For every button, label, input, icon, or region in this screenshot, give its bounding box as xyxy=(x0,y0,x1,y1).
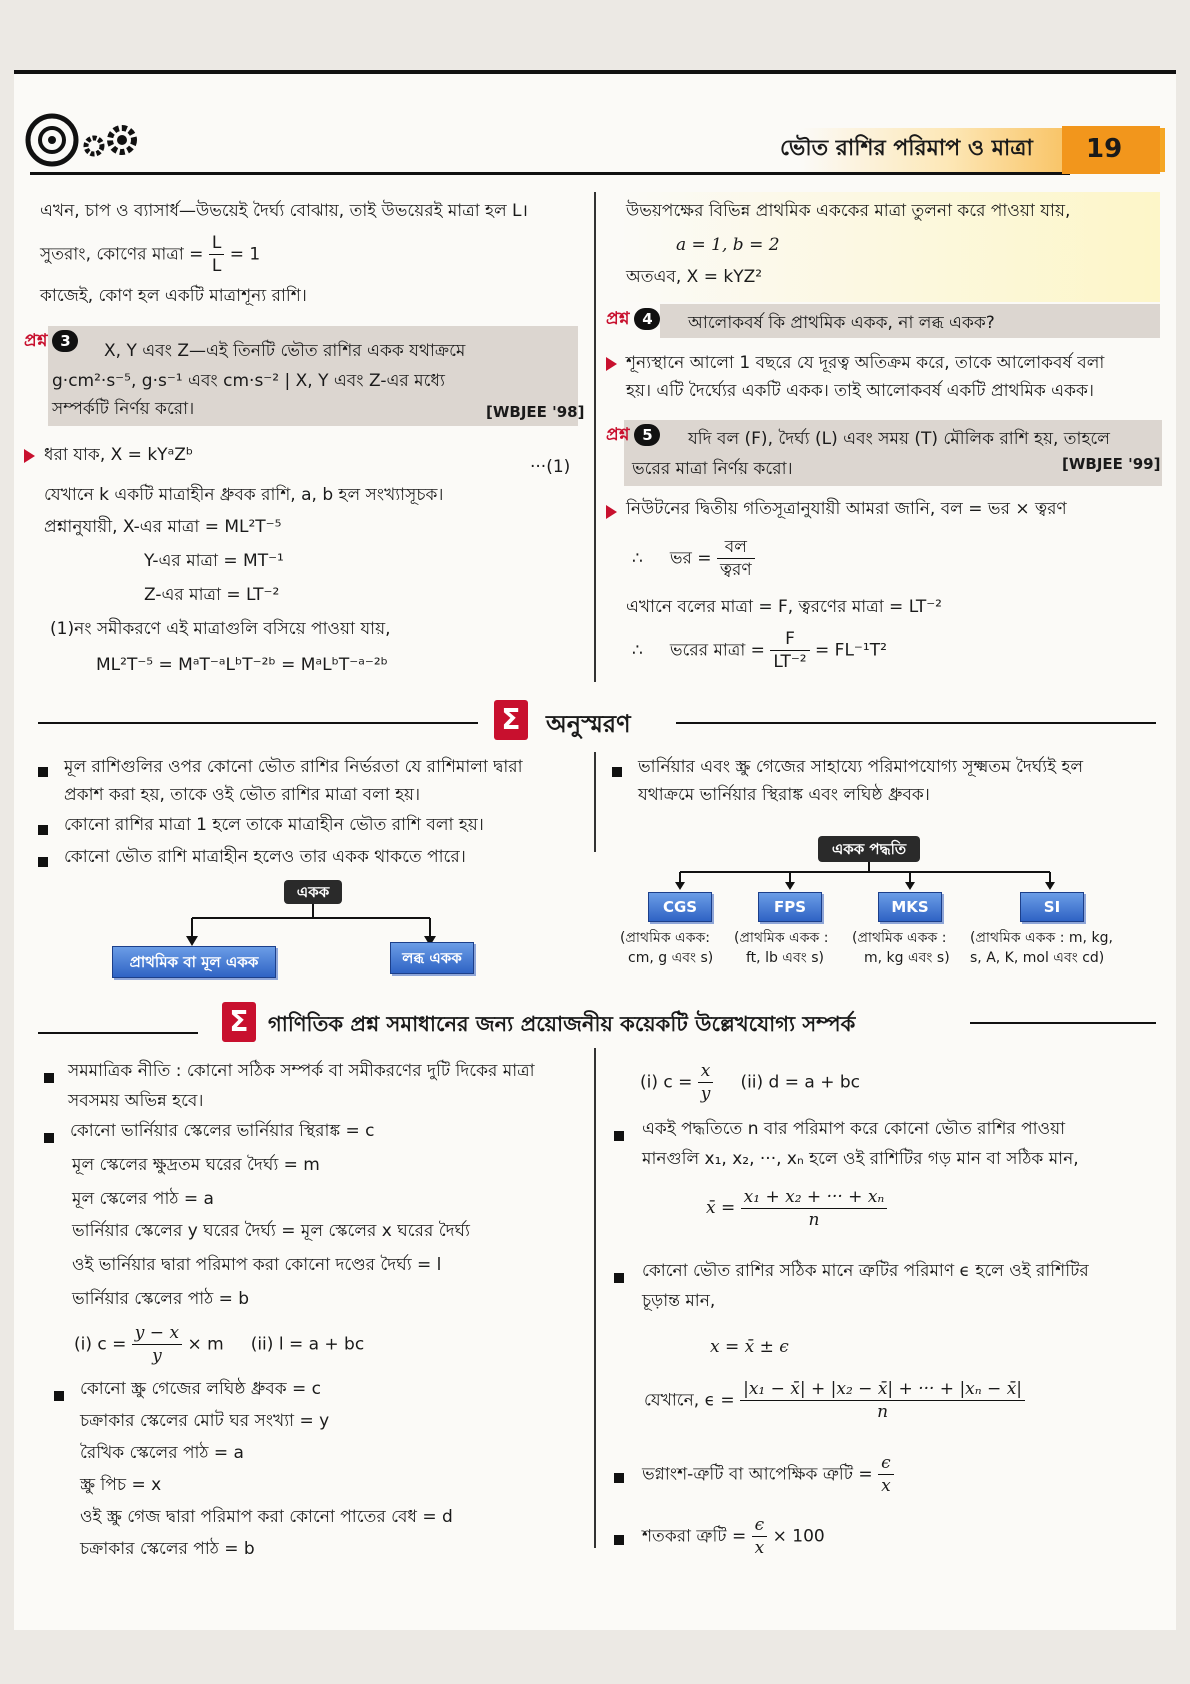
math-text: ওই স্ক্রু গেজ দ্বারা পরিমাপ করা কোনো পাতের বেধ = d xyxy=(80,1507,453,1527)
screw-gauge-formulas xyxy=(640,1060,860,1105)
math-text: মূল স্কেলের ক্ষুদ্রতম ঘরের দৈর্ঘ্য = m xyxy=(72,1155,320,1175)
answer-arrow xyxy=(24,448,35,467)
text: (ii) l = a + bc xyxy=(250,1334,365,1355)
answer-text: Z-এর মাত্রা = LT⁻² xyxy=(144,585,280,605)
numerator: ϵ xyxy=(878,1452,894,1475)
recap-text: কোনো রাশির মাত্রা 1 হলে তাকে মাত্রাহীন ভৌত রাশি বলা হয়। xyxy=(64,815,484,835)
unit-tree-derived: লব্ধ একক xyxy=(390,942,474,974)
bullet xyxy=(38,762,48,781)
column-divider-recap xyxy=(594,752,596,852)
system-tree-connectors xyxy=(660,862,1080,892)
bullet-icon xyxy=(614,1273,624,1283)
answer-text: ধরা যাক, X = kYᵃZᵇ xyxy=(44,445,194,465)
text: শতকরা ত্রুটি = xyxy=(642,1526,747,1547)
fraction xyxy=(878,1452,894,1497)
bullet xyxy=(614,1530,624,1549)
answer-text: শূন্যস্থানে আলো 1 বছরে যে দূরত্ব অতিক্রম করে, তাকে আলোকবর্ষ বলা xyxy=(626,353,1105,373)
numerator: |x₁ − x̄| + |x₂ − x̄| + ··· + |xₙ − x̄| xyxy=(740,1378,1025,1401)
question-number: 5 xyxy=(634,424,660,446)
equation: অতএব, X = kYZ² xyxy=(626,267,763,287)
numerator: F xyxy=(770,628,809,651)
text: (i) c = xyxy=(640,1072,693,1093)
math-text: চক্রাকার স্কেলের মোট ঘর সংখ্যা = y xyxy=(80,1411,330,1431)
fraction xyxy=(740,1378,1025,1423)
answer-arrow xyxy=(606,504,617,523)
text: = 1 xyxy=(229,244,261,265)
sigma-icon: Σ xyxy=(222,1002,256,1042)
numerator: y − x xyxy=(132,1322,182,1345)
desc-line: (প্রাথমিক একক : xyxy=(852,930,947,946)
arrow-icon xyxy=(606,505,617,519)
unit-tree-primary: প্রাথমিক বা মূল একক xyxy=(112,946,276,978)
unit-tree-connectors xyxy=(180,904,440,946)
fraction xyxy=(209,232,224,277)
denominator: L xyxy=(211,256,222,276)
text: = FL⁻¹T² xyxy=(815,640,887,661)
text: × m xyxy=(187,1334,224,1355)
system-si-desc xyxy=(970,928,1113,968)
answer-text: হয়। এটি দৈর্ঘ্যের একটি একক। তাই আলোকবর্ষ একটি প্রাথমিক একক। xyxy=(626,381,1094,401)
exam-tag: [WBJEE '99] xyxy=(1062,455,1161,473)
question-4-header xyxy=(606,306,660,334)
exam-tag: [WBJEE '98] xyxy=(486,403,585,421)
bullet-icon xyxy=(614,1131,624,1141)
vernier-formulas xyxy=(74,1322,364,1367)
bullet xyxy=(38,852,48,871)
answer-equation: ML²T⁻⁵ = MᵃT⁻ᵃLᵇT⁻²ᵇ = MᵃLᵇT⁻ᵃ⁻²ᵇ xyxy=(96,655,388,675)
math-text: ভার্নিয়ার স্কেলের পাঠ = b xyxy=(72,1289,250,1309)
math-text: চক্রাকার স্কেলের পাঠ = b xyxy=(80,1539,255,1559)
denominator: n xyxy=(877,1402,889,1422)
logo xyxy=(24,112,164,170)
fraction xyxy=(752,1514,768,1559)
bullet-icon xyxy=(44,1133,54,1143)
recap-text: যথাক্রমে ভার্নিয়ার স্থিরাঙ্ক এবং লঘিষ্ঠ ধ্রুবক। xyxy=(638,785,930,805)
denominator: LT⁻² xyxy=(773,652,807,672)
unit-tree-root: একক xyxy=(284,880,342,904)
system-mks: MKS xyxy=(878,892,942,922)
angle-dimension-line xyxy=(40,232,260,277)
math-text: কোনো ভার্নিয়ার স্কেলের ভার্নিয়ার স্থিরাঙ্ক = c xyxy=(70,1121,375,1141)
system-mks-desc xyxy=(852,928,950,968)
math-rule-left xyxy=(38,1032,198,1034)
bullet xyxy=(614,1268,624,1287)
text: × 100 xyxy=(772,1526,825,1547)
answer-text: যেখানে k একটি মাত্রাহীন ধ্রুবক রাশি, a, b হল সংখ্যাসূচক। xyxy=(44,485,444,505)
system-cgs: CGS xyxy=(648,892,712,922)
percent-error xyxy=(642,1514,825,1559)
math-text: মূল স্কেলের পাঠ = a xyxy=(72,1189,214,1209)
question-text: ভরের মাত্রা নির্ণয় করো। xyxy=(632,459,793,479)
answer-text: Y-এর মাত্রা = MT⁻¹ xyxy=(144,551,284,571)
system-fps: FPS xyxy=(758,892,822,922)
recap-text: মূল রাশিগুলির ওপর কোনো ভৌত রাশির নির্ভরতা যে রাশিমালা দ্বারা xyxy=(64,757,523,777)
math-text: মানগুলি x₁, x₂, ···, xₙ হলে ওই রাশিটির গড় মান বা সঠিক মান, xyxy=(642,1149,1079,1169)
arrow-icon xyxy=(606,357,617,371)
question-label: প্রশ্ন xyxy=(606,425,630,445)
system-tree-root: একক পদ্ধতি xyxy=(818,836,920,862)
mass-formula xyxy=(632,536,755,581)
numerator: L xyxy=(209,232,224,255)
system-cgs-desc xyxy=(620,928,713,968)
paragraph: উভয়পক্ষের বিভিন্ন প্রাথমিক এককের মাত্রা তুলনা করে পাওয়া যায়, xyxy=(626,201,1071,221)
column-divider-bottom xyxy=(594,1048,596,1548)
fraction xyxy=(698,1060,714,1105)
answer-text: প্রশ্নানুযায়ী, X-এর মাত্রা = ML²T⁻⁵ xyxy=(44,517,282,537)
question-number: 3 xyxy=(52,330,78,352)
denominator: x xyxy=(881,1476,891,1496)
bullet xyxy=(614,1126,624,1145)
recap-title: অনুস্মরণ xyxy=(546,710,631,738)
bullet-icon xyxy=(612,767,622,777)
desc-line: ft, lb এবং s) xyxy=(746,950,824,966)
math-text: কোনো স্ক্রু গেজের লঘিষ্ঠ ধ্রুবক = c xyxy=(80,1379,322,1399)
denominator: y xyxy=(152,1346,162,1366)
final-value-equation: x = x̄ ± ϵ xyxy=(710,1337,789,1357)
top-border xyxy=(14,70,1176,74)
question-number: 4 xyxy=(634,308,660,330)
therefore-symbol: ∴ xyxy=(632,640,643,661)
bullet-icon xyxy=(614,1535,624,1545)
bullet-icon xyxy=(38,857,48,867)
equation: a = 1, b = 2 xyxy=(676,235,780,255)
desc-line: (প্রাথমিক একক : xyxy=(734,930,829,946)
page-number: 19 xyxy=(1086,134,1123,164)
math-text: ওই ভার্নিয়ার দ্বারা পরিমাপ করা কোনো দণ্ডের দৈর্ঘ্য = l xyxy=(72,1255,442,1275)
math-text: সবসময় অভিন্ন হবে। xyxy=(68,1091,204,1111)
equation-number: ···(1) xyxy=(530,457,571,477)
bullet xyxy=(614,1468,624,1487)
question-text: X, Y এবং Z—এই তিনটি ভৌত রাশির একক যথাক্রমে xyxy=(104,341,466,361)
denominator: ত্বরণ xyxy=(719,560,752,580)
math-text: ভার্নিয়ার স্কেলের y ঘরের দৈর্ঘ্য = মূল স্কেলের x ঘরের দৈর্ঘ্য xyxy=(72,1221,470,1241)
recap-text: ভার্নিয়ার এবং স্ক্রু গেজের সাহায্যে পরিমাপযোগ্য সূক্ষ্মতম দৈর্ঘ্যই হল xyxy=(638,757,1084,777)
therefore-symbol: ∴ xyxy=(632,548,643,569)
question-5-header xyxy=(606,422,660,450)
answer-arrow xyxy=(606,356,617,375)
desc-line: (প্রাথমিক একক : m, kg, xyxy=(970,930,1113,946)
math-text: রৈখিক স্কেলের পাঠ = a xyxy=(80,1443,244,1463)
math-text: সমমাত্রিক নীতি : কোনো সঠিক সম্পর্ক বা সমীকরণের দুটি দিকের মাত্রা xyxy=(68,1061,535,1081)
bullet xyxy=(44,1128,54,1147)
paragraph: এখন, চাপ ও ব্যাসার্ধ—উভয়েই দৈর্ঘ্য বোঝায়, তাই উভয়েরই মাত্রা হল L। xyxy=(40,201,528,221)
recap-rule-right xyxy=(676,722,1156,724)
desc-line: cm, g এবং s) xyxy=(628,950,714,966)
fraction xyxy=(717,536,755,581)
text: যেখানে, ϵ = xyxy=(644,1390,735,1411)
bullet xyxy=(44,1068,54,1087)
denominator: n xyxy=(808,1210,820,1230)
text: ভগ্নাংশ-ত্রুটি বা আপেক্ষিক ত্রুটি = xyxy=(642,1464,873,1485)
fraction xyxy=(770,628,809,673)
chapter-title: ভৌত রাশির পরিমাপ ও মাত্রা xyxy=(780,136,1033,161)
numerator: x₁ + x₂ + ··· + xₙ xyxy=(741,1186,888,1209)
bullet-icon xyxy=(614,1473,624,1483)
bullet-icon xyxy=(38,767,48,777)
denominator: x xyxy=(754,1538,765,1558)
answer-text: (1)নং সমীকরণে এই মাত্রাগুলি বসিয়ে পাওয়া যায়, xyxy=(50,619,391,639)
bullet xyxy=(612,762,622,781)
question-text: আলোকবর্ষ কি প্রাথমিক একক, না লব্ধ একক? xyxy=(688,313,995,333)
bullet xyxy=(54,1386,64,1405)
numerator: x xyxy=(698,1060,714,1083)
text: x̄ = xyxy=(706,1198,736,1218)
relative-error xyxy=(642,1452,894,1497)
desc-line: (প্রাথমিক একক: xyxy=(620,930,711,946)
question-text: সম্পর্কটি নির্ণয় করো। xyxy=(52,399,195,419)
numerator: ϵ xyxy=(752,1514,768,1537)
header-line xyxy=(30,172,1070,175)
math-text: চূড়ান্ত মান, xyxy=(642,1291,716,1311)
bullet-icon xyxy=(54,1391,64,1401)
numerator: বল xyxy=(717,536,755,559)
question-text: g·cm²·s⁻⁵, g·s⁻¹ এবং cm·s⁻² | X, Y এবং Z-এর মধ্যে xyxy=(52,371,445,391)
denominator: y xyxy=(700,1084,711,1104)
desc-line: s, A, K, mol এবং cd) xyxy=(970,950,1105,966)
math-rule-right xyxy=(970,1022,1156,1024)
system-si: SI xyxy=(1020,892,1084,922)
mass-dimension xyxy=(632,628,887,673)
system-fps-desc xyxy=(734,928,828,968)
question-label: প্রশ্ন xyxy=(24,331,48,351)
math-text: একই পদ্ধতিতে n বার পরিমাপ করে কোনো ভৌত রাশির পাওয়া xyxy=(642,1119,1066,1139)
fraction xyxy=(132,1322,182,1367)
recap-text: প্রকাশ করা হয়, তাকে ওই ভৌত রাশির মাত্রা বলা হয়। xyxy=(64,785,421,805)
text: (ii) d = a + bc xyxy=(740,1072,861,1093)
text: সুতরাং, কোণের মাত্রা = xyxy=(40,244,204,265)
question-label: প্রশ্ন xyxy=(606,309,630,329)
bullet-icon xyxy=(44,1073,54,1083)
arrow-icon xyxy=(24,449,35,463)
text: (i) c = xyxy=(74,1334,127,1355)
text: ভর = xyxy=(669,548,712,569)
math-text: কোনো ভৌত রাশির সঠিক মানে ত্রুটির পরিমাণ ϵ হলে ওই রাশিটির xyxy=(642,1261,1089,1281)
bullet-icon xyxy=(38,825,48,835)
math-text: স্ক্রু পিচ = x xyxy=(80,1475,162,1495)
recap-rule-left xyxy=(38,722,478,724)
bullet xyxy=(38,820,48,839)
recap-text: কোনো ভৌত রাশি মাত্রাহীন হলেও তার একক থাকতে পারে। xyxy=(64,847,466,867)
fraction xyxy=(741,1186,888,1231)
math-section-title: গাণিতিক প্রশ্ন সমাধানের জন্য প্রয়োজনীয় কয়েকটি উল্লেখযোগ্য সম্পর্ক xyxy=(268,1012,856,1036)
desc-line: m, kg এবং s) xyxy=(864,950,950,966)
question-text: যদি বল (F), দৈর্ঘ্য (L) এবং সময় (T) মৌলিক রাশি হয়, তাহলে xyxy=(688,429,1110,449)
question-3-header xyxy=(24,328,78,356)
text: ভরের মাত্রা = xyxy=(669,640,765,661)
paragraph: কাজেই, কোণ হল একটি মাত্রাশূন্য রাশি। xyxy=(40,286,307,306)
answer-text: এখানে বলের মাত্রা = F, ত্বরণের মাত্রা = LT⁻² xyxy=(626,597,943,617)
mean-formula xyxy=(706,1186,887,1231)
error-formula xyxy=(644,1378,1025,1423)
brain-gear-logo-icon xyxy=(24,112,164,170)
column-divider-top xyxy=(594,192,596,682)
sigma-icon: Σ xyxy=(494,700,528,740)
answer-text: নিউটনের দ্বিতীয় গতিসূত্রানুযায়ী আমরা জানি, বল = ভর × ত্বরণ xyxy=(626,499,1067,519)
